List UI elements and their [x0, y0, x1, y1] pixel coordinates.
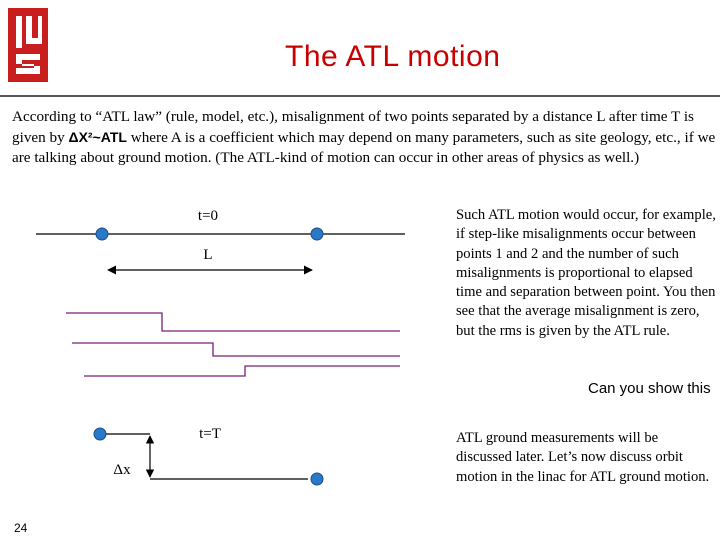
atl-formula: ΔX²~ATL [68, 129, 127, 145]
intro-paragraph [12, 107, 717, 168]
label-L: L [203, 247, 213, 263]
point-1-t0 [96, 228, 108, 240]
followup-text: ATL ground measurements will be discussed later. Let’s now discuss orbit motion in the linac for ATL ground motion. [456, 430, 710, 485]
point-2-tT [311, 473, 323, 485]
slide-number: 24 [14, 521, 28, 535]
step-line-1 [66, 313, 400, 331]
institute-logo [8, 8, 48, 82]
point-2-t0 [311, 228, 323, 240]
title-divider [0, 95, 720, 97]
step-line-3 [84, 366, 400, 376]
atl-diagram [0, 200, 450, 540]
label-t0: t=0 [197, 208, 219, 224]
label-tT: t=T [199, 426, 221, 442]
slide-title: The ATL motion [285, 40, 501, 73]
intro-text-part1: According to “ATL law” (rule, model, etc.), misalignment of two points separated by a distance L after time T is given by [12, 108, 694, 146]
step-line-2 [72, 343, 400, 356]
question-prompt: Can you show this [588, 380, 711, 397]
explanation-text: Such ATL motion would occur, for example, if step-like misalignments occur between points 1 and 2 and the number of such misalignments is proportional to elapsed time and separation between point. You then see that the average misalignment is zero, but the rms is given by the ATL rule. [456, 207, 716, 339]
intro-text-part2: where A is a coefficient which may depend on many parameters, such as site geology, etc., if we are talking about ground motion. (The ATL-kind of motion can occur in other areas of physics as well.) [12, 129, 716, 166]
point-1-tT [94, 428, 106, 440]
label-dx: Δx [113, 462, 131, 478]
